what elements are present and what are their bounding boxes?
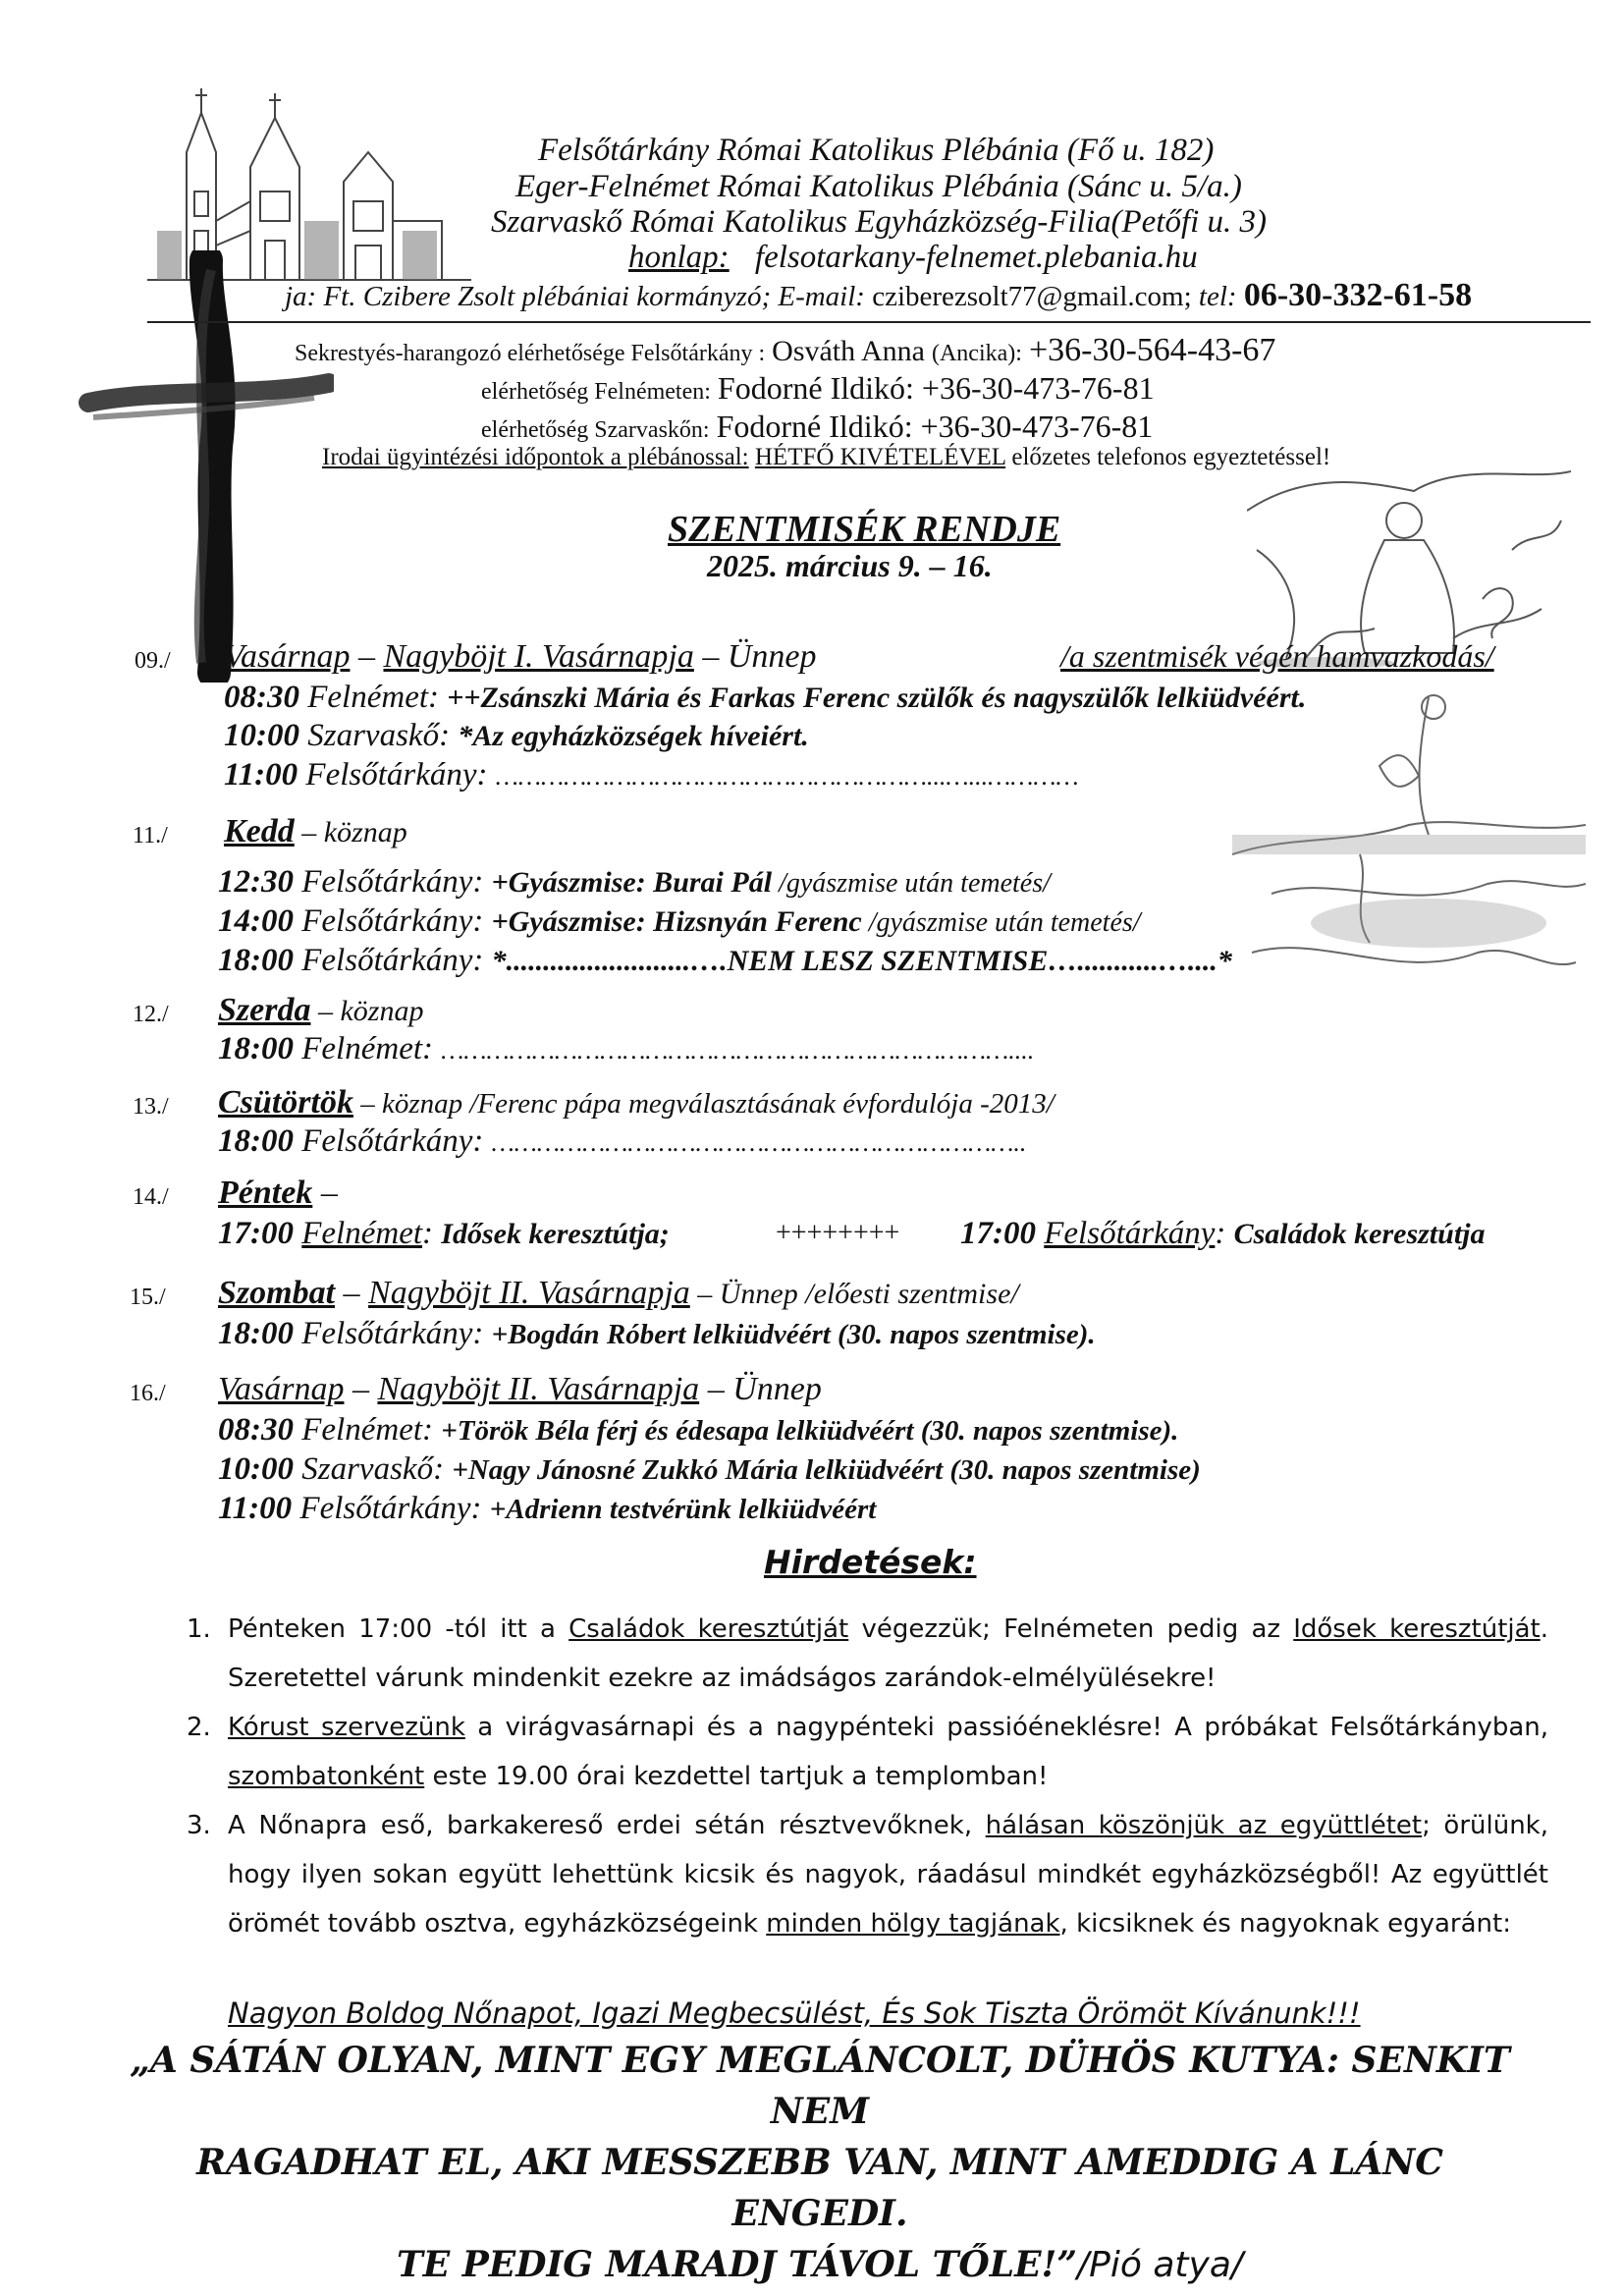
announcement-2: Kórust szervezünk a virágvasárnapi és a nagypénteki passióéneklésre! A próbákat Felsőtárkányban, szombatonként este 19.00 órai kezdettel tartjuk a templomban! <box>228 1713 1549 1791</box>
mass-entry: 10:00 Szarvaskő: +Nagy Jánosné Zukkó Mária lelkiüdvéért (30. napos szentmise) <box>218 1451 1201 1487</box>
quote-line-1: „A SÁTÁN OLYAN, MINT EGY MEGLÁNCOLT, DÜHÖS KUTYA: SENKIT NEM <box>130 2040 1510 2132</box>
tel-label: tel: <box>1198 281 1237 312</box>
day-header-15: Szombat – Nagyböjt II. Vasárnapja – Ünnep /előesti szentmise/ <box>218 1275 1019 1311</box>
day-name: Szombat <box>218 1275 336 1311</box>
szarvasko-contact: Fodorné Ildikó: +36-30-473-76-81 <box>716 409 1154 444</box>
mass-entry: 12:30 Felsőtárkány: +Gyászmise: Burai Pál /gyászmise után temetés/ <box>218 864 1051 900</box>
announcement-3: A Nőnapra eső, barkakereső erdei sétán résztvevőknek, hálásan köszönjük az együttlétet; örülünk, hogy ilyen sokan együtt lehettünk kicsik és nagyok, ráadásul mindkét egyházközségből! Az együttlét örömét tovább osztva, egyházközségeink minden hölgy tagjának, kicsiknek és nagyoknak egyaránt: <box>228 1811 1549 1939</box>
office-days: HÉTFŐ KIVÉTELÉVEL <box>754 444 1006 470</box>
day-name: Kedd <box>224 813 295 849</box>
day-number: 16./ <box>130 1381 166 1406</box>
day-name: Vasárnap <box>224 638 351 675</box>
day-number: 11./ <box>133 823 168 848</box>
feast-name: Nagyböjt I. Vasárnapja <box>383 638 694 675</box>
quote-line-3: TE PEDIG MARADJ TÁVOL TŐLE!”/Pió atya/ <box>396 2244 1244 2285</box>
day-number: 12./ <box>133 1002 169 1027</box>
day-header-12: Szerda – köznap <box>218 992 424 1028</box>
office-note: előzetes telefonos egyeztetéssel! <box>1011 444 1331 470</box>
day-number: 13./ <box>133 1094 169 1120</box>
day-number: 15./ <box>130 1285 166 1310</box>
announcement-number: 3. <box>187 1811 211 1840</box>
priest-line <box>285 277 1472 314</box>
felnemet-contact-line <box>481 370 1155 407</box>
sacristan-line <box>295 332 1275 369</box>
cross-illustration <box>79 250 334 683</box>
office-hours-line <box>322 444 1330 471</box>
sacristan-phone: +36-30-564-43-67 <box>1028 332 1276 368</box>
day-number: 09./ <box>135 648 171 674</box>
parish-line-2: Eger-Felnémet Római Katolikus Plébánia (Sánc u. 5/a.) <box>515 169 1242 204</box>
mass-entry: 18:00 Felnémet: ………………………………………………………………….... <box>218 1031 1035 1066</box>
schedule-dates: 2025. március 9. – 16. <box>707 548 993 583</box>
pio-quote <box>118 2035 1522 2291</box>
mass-entry: 17:00 Felnémet: Idősek keresztútja; <box>218 1216 670 1251</box>
website-label: honlap: <box>628 240 730 275</box>
mass-entry: 10:00 Szarvaskő: *Az egyházközségek híveiért. <box>224 718 809 753</box>
feast-name: Nagyböjt II. Vasárnapja <box>377 1371 700 1407</box>
womens-day-wish: Nagyon Boldog Nőnapot, Igazi Megbecsülést, És Sok Tiszta Örömöt Kívánunk!!! <box>228 1996 1361 2030</box>
ash-note: /a szentmisék végén hamvazkodás/ <box>1060 638 1494 674</box>
schedule-title: SZENTMISÉK RENDJE <box>668 509 1061 550</box>
parish-line-1: Felsőtárkány Római Katolikus Plébánia (Fő u. 182) <box>538 133 1215 168</box>
website-line <box>628 240 1198 276</box>
mass-entry: 18:00 Felsőtárkány: …………………………………………………………….. <box>218 1123 1027 1159</box>
mountain-illustration <box>1232 687 1586 1002</box>
website-link[interactable]: felsotarkany-felnemet.plebania.hu <box>754 240 1198 275</box>
header-rule <box>147 321 1591 323</box>
sacristan-name: Osváth Anna <box>772 335 925 367</box>
day-header-13: Csütörtök – köznap /Ferenc pápa megválasztásának évfordulója -2013/ <box>218 1084 1055 1121</box>
parish-line-3: Szarvaskő Római Katolikus Egyházközség-Filia(Petőfi u. 3) <box>491 204 1268 240</box>
szarvasko-label: elérhetőség Szarvaskőn: <box>481 417 710 443</box>
mass-entry: 11:00 Felsőtárkány: …………………………………………………...…...………… <box>224 757 1079 793</box>
felnemet-contact: Fodorné Ildikó: +36-30-473-76-81 <box>717 370 1155 406</box>
mass-entry: 11:00 Felsőtárkány: +Adrienn testvérünk lelkiüdvéért <box>218 1491 877 1526</box>
quote-author: /Pió atya/ <box>1077 2245 1244 2285</box>
day-name: Csütörtök <box>218 1084 353 1121</box>
sacristan-nick: (Ancika): <box>931 341 1022 366</box>
szarvasko-contact-line <box>481 409 1153 445</box>
mass-entry: 08:30 Felnémet: ++Zsánszki Mária és Farkas Ferenc szülők és nagyszülők lelkiüdvéért. <box>224 680 1307 715</box>
sacristan-label: Sekrestyés-harangozó elérhetősége Felsőtárkány : <box>295 341 766 366</box>
mass-entry: 17:00 Felsőtárkány: Családok keresztútja <box>960 1216 1486 1251</box>
announcement-number: 1. <box>187 1614 211 1644</box>
announcements-title: Hirdetések: <box>764 1543 977 1581</box>
priest-label: ja: Ft. Czibere Zsolt plébániai kormányzó; E-mail: <box>285 281 865 312</box>
feast-name: Nagyböjt II. Vasárnapja <box>368 1275 690 1311</box>
separator-plus: ++++++++ <box>776 1218 900 1248</box>
day-name: Péntek <box>218 1175 313 1211</box>
priest-phone: 06-30-332-61-58 <box>1243 277 1473 313</box>
day-header-11: Kedd – köznap <box>224 813 407 849</box>
mass-entry: 14:00 Felsőtárkány: +Gyászmise: Hizsnyán Ferenc /gyászmise után temetés/ <box>218 903 1141 939</box>
day-header-14: Péntek – <box>218 1175 338 1211</box>
day-header-09: Vasárnap – Nagyböjt I. Vasárnapja – Ünnep <box>224 638 817 675</box>
felnemet-label: elérhetőség Felnémeten: <box>481 379 711 405</box>
mass-entry: 08:30 Felnémet: +Török Béla férj és édesapa lelkiüdvéért (30. napos szentmise). <box>218 1412 1179 1448</box>
day-name: Vasárnap <box>218 1371 345 1407</box>
announcement-1: Pénteken 17:00 -tól itt a Családok keresztútját végezzük; Felnémeten pedig az Idősek keresztútját. Szeretettel várunk mindenkit ezekre az imádságos zarándok-elmélyülésekre! <box>228 1614 1549 1693</box>
day-number: 14./ <box>133 1184 169 1210</box>
announcement-number: 2. <box>187 1713 211 1742</box>
office-label: Irodai ügyintézési időpontok a plébánossal: <box>322 444 749 470</box>
mass-entry: 18:00 Felsőtárkány: *.........................….NEM LESZ SZENTMISE…...........…....* <box>218 943 1232 978</box>
jesus-illustration <box>1247 452 1571 668</box>
day-header-16: Vasárnap – Nagyböjt II. Vasárnapja – Ünnep <box>218 1371 822 1407</box>
day-name: Szerda <box>218 992 311 1028</box>
quote-line-2: RAGADHAT EL, AKI MESSZEBB VAN, MINT AMEDDIG A LÁNC ENGEDI. <box>196 2142 1443 2234</box>
mass-entry: 18:00 Felsőtárkány: +Bogdán Róbert lelkiüdvéért (30. napos szentmise). <box>218 1316 1096 1351</box>
email-link[interactable]: cziberezsolt77@gmail.com; <box>872 281 1192 312</box>
